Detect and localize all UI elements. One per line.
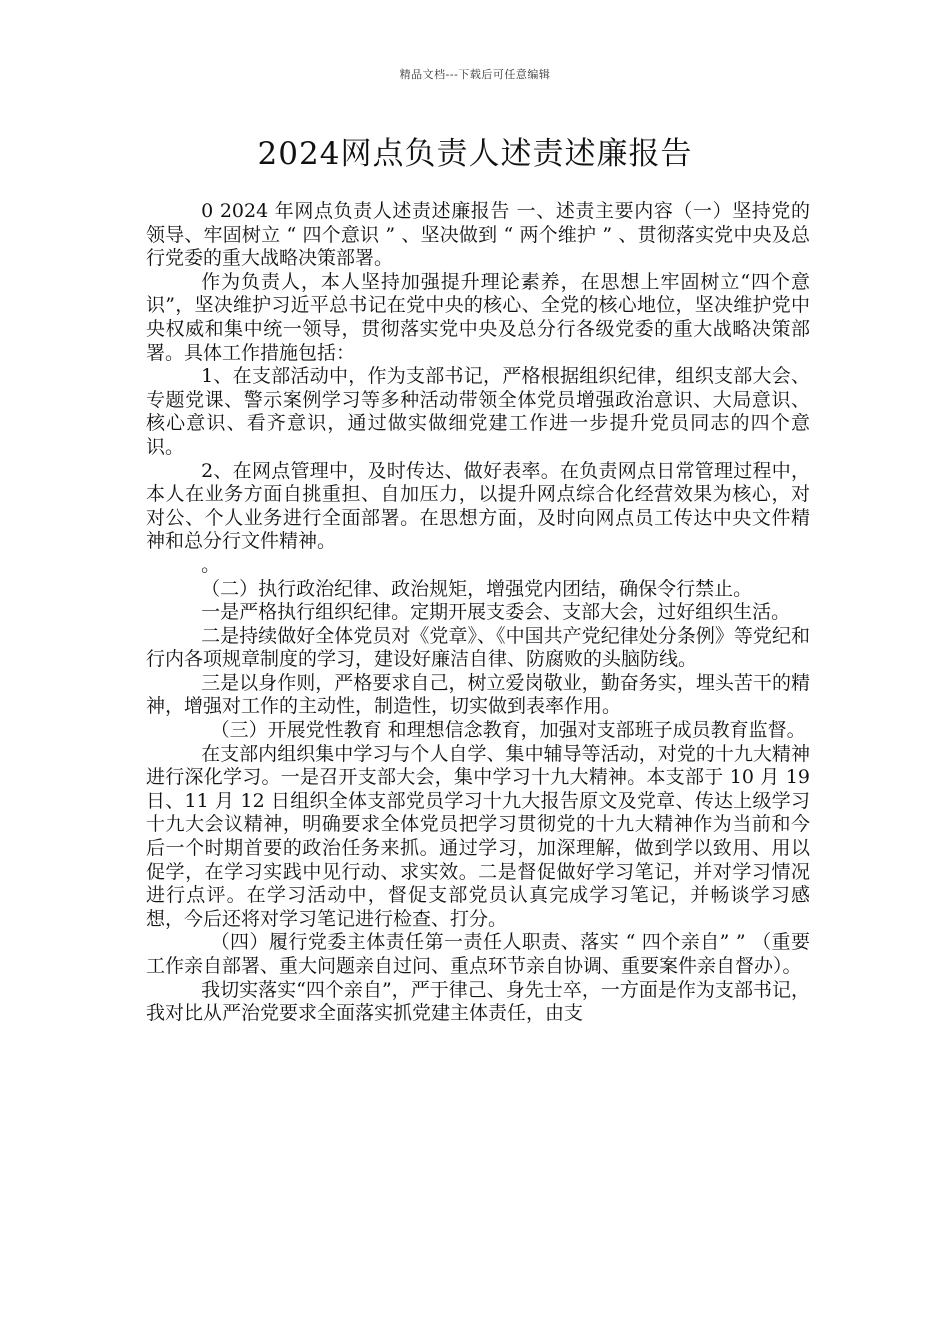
paragraph: 二是持续做好全体党员对《党章》、《中国共产党纪律处分条例》等党纪和行内各项规章制度的学习，建设好廉洁自律、防腐败的头脑防线。 [146, 624, 810, 671]
paragraph: 一是严格执行组织纪律。定期开展支委会、支部大会，过好组织生活。 [201, 601, 791, 624]
paragraph: 我切实落实“四个亲自”，严于律己、身先士卒，一方面是作为支部书记，我对比从严治党要求全面落实抓党建主体责任，由支 [146, 978, 810, 1025]
paragraph: （三）开展党性教育 和理想信念教育，加强对支部班子成员教育监督。 [210, 719, 806, 742]
document-title: 2024网点负责人述责述廉报告 [257, 136, 693, 172]
paragraph: （二）执行政治纪律、政治规矩，增强党内团结，确保令行禁止。 [201, 577, 753, 600]
page-header-note: 精品文档---下载后可任意编辑 [399, 68, 551, 81]
document-body [146, 200, 810, 1026]
paragraph: 0 2024 年网点负责人述责述廉报告 一、述责主要内容（一）坚持党的领导、牢固树立 “ 四个意识 ” 、坚决做到 “ 两个维护 ” 、贯彻落实党中央及总行党委的重大战略决策部署。 [146, 200, 810, 270]
paragraph: 1、在支部活动中，作为支部书记，严格根据组织纪律，组织支部大会、专题党课、警示案例学习等多种活动带领全体党员增强政治意识、大局意识、核心意识、看齐意识，通过做实做细党建工作进一步提升党员同志的四个意识。 [146, 365, 810, 458]
paragraph: （四）履行党委主体责任第一责任人职责、落实 “ 四个亲自” ” （重要工作亲自部署、重大问题亲自过问、重点环节亲自协调、重要案件亲自督办）。 [146, 931, 810, 977]
paragraph: 。 [201, 553, 221, 576]
paragraph: 三是以身作则，严格要求自己，树立爱岗敬业，勤奋务实，埋头苦干的精神，增强对工作的主动性，制造性，切实做到表率作用。 [146, 671, 810, 718]
paragraph: 在支部内组织集中学习与个人自学、集中辅导等活动，对党的十九大精神进行深化学习。一是召开支部大会，集中学习十九大精神。本支部于 10 月 19 日、11 月 12 日组织全体支部党员学习十九大报告原文及党章、传达上级学习十九大会议精神，明确要求全体党员把学习贯彻党的十九大精神作为当前和今后一个时期首要的政治任务来抓。通过学习，加深理解，做到学以致用、用以促学，在学习实践中见行动、求实效。二是督促做好学习笔记，并对学习情况进行点评。在学习活动中，督促支部党员认真完成学习笔记，并畅谈学习感想，今后还将对学习笔记进行检查、打分。 [146, 742, 810, 930]
paragraph: 2、在网点管理中，及时传达、做好表率。在负责网点日常管理过程中，本人在业务方面自挑重担、自加压力，以提升网点综合化经营效果为核心，对对公、个人业务进行全面部署。在思想方面，及时向网点员工传达中央文件精神和总分行文件精神。 [146, 459, 810, 553]
paragraph: 作为负责人，本人坚持加强提升理论素养，在思想上牢固树立“四个意识”，坚决维护习近平总书记在党中央的核心、全党的核心地位，坚决维护党中央权威和集中统一领导，贯彻落实党中央及总分行各级党委的重大战略决策部署。具体工作措施包括： [146, 270, 810, 364]
